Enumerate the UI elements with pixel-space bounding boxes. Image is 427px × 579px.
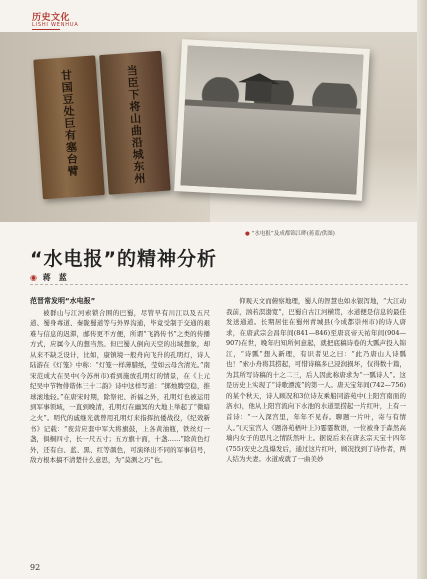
caption-bullet: ● [245,231,250,237]
article-column-left [30,296,210,466]
page-edge [417,0,427,579]
article-title: “水电报”的精神分析 [30,248,217,270]
byline [30,272,67,283]
author-mark-icon: ◉ [30,273,37,282]
article-column-right [226,296,406,465]
section-heading: 范晋常发明“水电报” [30,297,96,305]
tablet-left-inscription: 甘国豆处巨有塞台臂 [59,69,80,178]
tablet-plank-left [33,55,105,199]
wooden-tablet-photo [33,51,172,200]
header-rule [32,29,60,30]
title-divider [30,284,408,285]
tablet-plank-right [99,51,171,195]
page-number: 92 [30,563,41,572]
tablet-right-inscription: 当臣下将山曲沿城东州 [124,64,147,186]
author-name: 蒋 蓝 [42,273,67,282]
river-photo-image [180,45,363,194]
photo-water [180,105,360,194]
photo-pavilion [245,81,272,102]
jinjiang-river-photo [174,39,370,201]
left-paragraph: 被群山与江河索锁合围的巴蜀，尽管早有川江以及五尺道、蜀身毒道、秦陇蜀道等与外界沟通，毕竟受制于交通的艰难与信息的迟滞，邮传更不方便，所谓“飞鸽传书”之类的传播方式，应属今人的想当然。但巴蜀人倒向天空的出域想象，却从来不缺乏设计，比如，康镇境一般舟向飞升的孔明灯，诗人陆游在《灯笼》中称：“灯笼一样薄腊纸，莹如云母含清光。”南宋范成大在吴中(今苏州市)看到施放孔明灯的情景，在《上元纪吴中节物俳谐体三十二韵》诗中这样写道：“掷烛腾空稳，推球滚地轻。”在唐宋时期，除祭祀、祈福之外，孔明灯也被运用到军事领域，一直到晚清，孔明灯在幽冥的大地上举起了“微暗之火”。明代的戚继光就曾用孔明灯来指挥抗倭战役，《纪效新书》记载：“夜营应套中军大将旗鼓，上各黄油瓶，铁丝灯一盏，俱桐四寸，长一尺五寸；五方旗十面，十盏……”除黄色灯外，还有白、蓝、黑、红等颜色，可演绎出不同的军事信号，敌方根本搞不清楚什么意思，为“莫测之巧”也。 [30,308,210,465]
section-kicker-pinyin: LISHI WENHUA [32,22,79,28]
section-kicker: 历史文化 [32,13,71,23]
caption-text: “水电报”及成都锦江畔(蒋蓝/供图) [251,231,335,237]
photo-caption [245,229,335,237]
right-paragraph: 仰观天文而俯察地理，蜀人的智慧也如水银泻地，“大江动我前，汹若溟渤宽”，巴蜀自古江河横贯，水道便是信息的最佳发送通道。长期居住在蜀州青城县(今成都崇州市)的诗人唐求，在唐武宗会昌年间(841—846)至唐哀帝天祐年间(904—907)在世，晚年归知所何意起，就把底稿诗卷的大瓢声投入锦江，“诗瓢”想入新理，有识者见之曰：“此乃唐山人诗瓢也！”索小舟将其捞起，可惜诗稿多已浸润损坏，仅得数十篇，为其所写诗稿的十之二三，后人因此称唐求为“一瓢诗人”。这是历史上实现了“诗歌漂流”的第一人。唐天宝年间(742—756)的某个秋天，诗人顾况和3位诗友乘船同游苑中(上阳宫南面的洛水)，他从上阳宫流向下水池的水道里捞起一片红叶，上有一首诗：“一入深宫里，年年不见春。聊题一片叶，寄与有情人。”(天宝宫人《题洛苑梧叶上》)霎霎数语，一位被身于森然高墙内女子的思凡之情跃然叶上。据说后来在唐玄宗天宝十四年(755)安史之乱爆发后，通过这片红叶，顾况找到了诗作者，两人结为夫妻。水道成就了一曲美妙 [226,297,406,464]
